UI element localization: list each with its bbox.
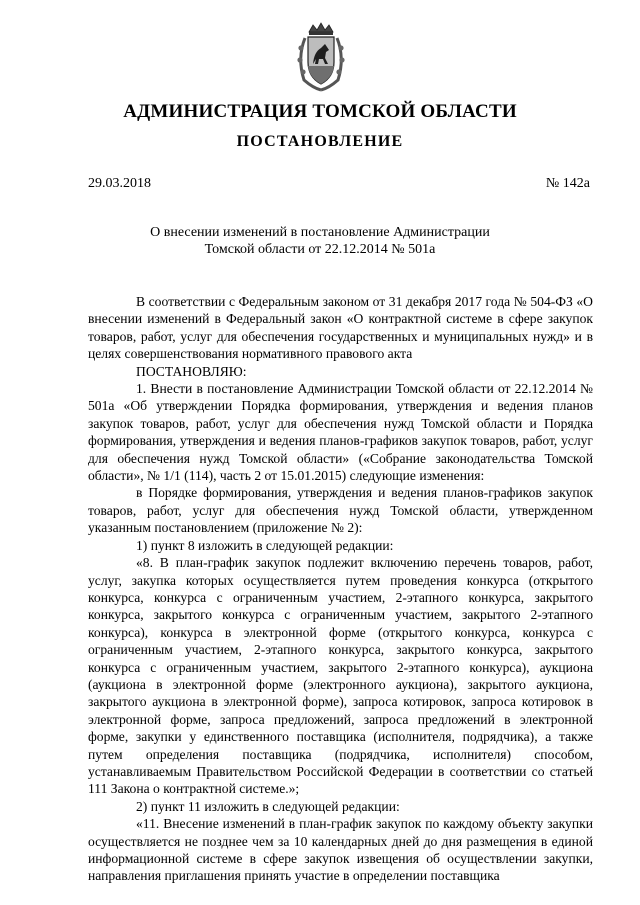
document-subject	[0, 224, 640, 258]
clause-8-text: «8. В план-график закупок подлежит включению перечень товаров, работ, услуг, закупка которых осуществляется путем проведения конкурса (открытого конкурса, конкурса с ограниченным участием, 2-этапного конкурса, закрытого конкурса, закрытого конкурса с ограниченным участием, закрытого 2-этапного конкурса), конкурса в электронной форме (открытого конкурса, конкурса с ограниченным участием, 2-этапного конкурса, закрытого конкурса, закрытого конкурса с ограниченным участием, закрытого 2-этапного конкурса), аукциона (аукциона в электронной форме (электронного аукциона), закрытого аукциона, закрытого аукциона в электронной форме), запроса котировок, запроса котировок в электронной форме, запроса предложений, запроса предложений в электронной форме, закупки у единственного поставщика (исполнителя, подрядчика), а также путем определения поставщика (подрядчика, исполнителя) способом, устанавливаемым Правительством Российской Федерации в соответствии со статьей 111 Закона о контрактной системе.»;	[88, 555, 593, 797]
item-1-paragraph: 1. Внести в постановление Администрации Томской области от 22.12.2014 № 501а «Об утверждении Порядка формирования, утверждения и ведения планов закупок товаров, работ, услуг для обеспечения нужд Томской области и Порядка формирования, утверждения и ведения планов-графиков закупок товаров, работ, услуг для обеспечения нужд Томской области» («Собрание законодательства Томской области», № 1/1 (114), часть 2 от 15.01.2015) следующие изменения:	[88, 381, 593, 484]
subject-line-2: Томской области от 22.12.2014 № 501а	[204, 242, 436, 257]
document-type: ПОСТАНОВЛЕНИЕ	[236, 133, 404, 150]
organization-title: АДМИНИСТРАЦИЯ ТОМСКОЙ ОБЛАСТИ	[123, 101, 517, 122]
document-date: 29.03.2018	[88, 176, 151, 191]
document-body	[88, 293, 593, 885]
subitem-2-heading: 2) пункт 11 изложить в следующей редакции:	[136, 798, 400, 814]
clause-11-text: «11. Внесение изменений в план-график закупок по каждому объекту закупки осуществляется не позднее чем за 10 календарных дней до дня размещения в единой информационной системе в сфере закупок извещения об осуществлении закупки, направления приглашения принять участие в определении поставщика	[88, 816, 593, 884]
preamble-paragraph: В соответствии с Федеральным законом от 31 декабря 2017 года № 504-ФЗ «О внесении изменений в Федеральный закон «О контрактной системе в сфере закупок товаров, работ, услуг для обеспечения государственных и муниципальных нужд» и в целях совершенствования нормативного правового акта	[88, 294, 593, 362]
resolution-word: ПОСТАНОВЛЯЮ:	[136, 363, 247, 379]
subject-line-1: О внесении изменений в постановление Администрации	[150, 225, 490, 240]
scope-paragraph: в Порядке формирования, утверждения и ведения планов-графиков закупок товаров, работ, услуг для обеспечения нужд Томской области, утвержденном указанным постановлением (приложение № 2):	[88, 485, 593, 536]
document-number: № 142а	[545, 176, 590, 191]
coat-of-arms-icon	[295, 22, 347, 92]
subitem-1-heading: 1) пункт 8 изложить в следующей редакции:	[136, 537, 394, 553]
